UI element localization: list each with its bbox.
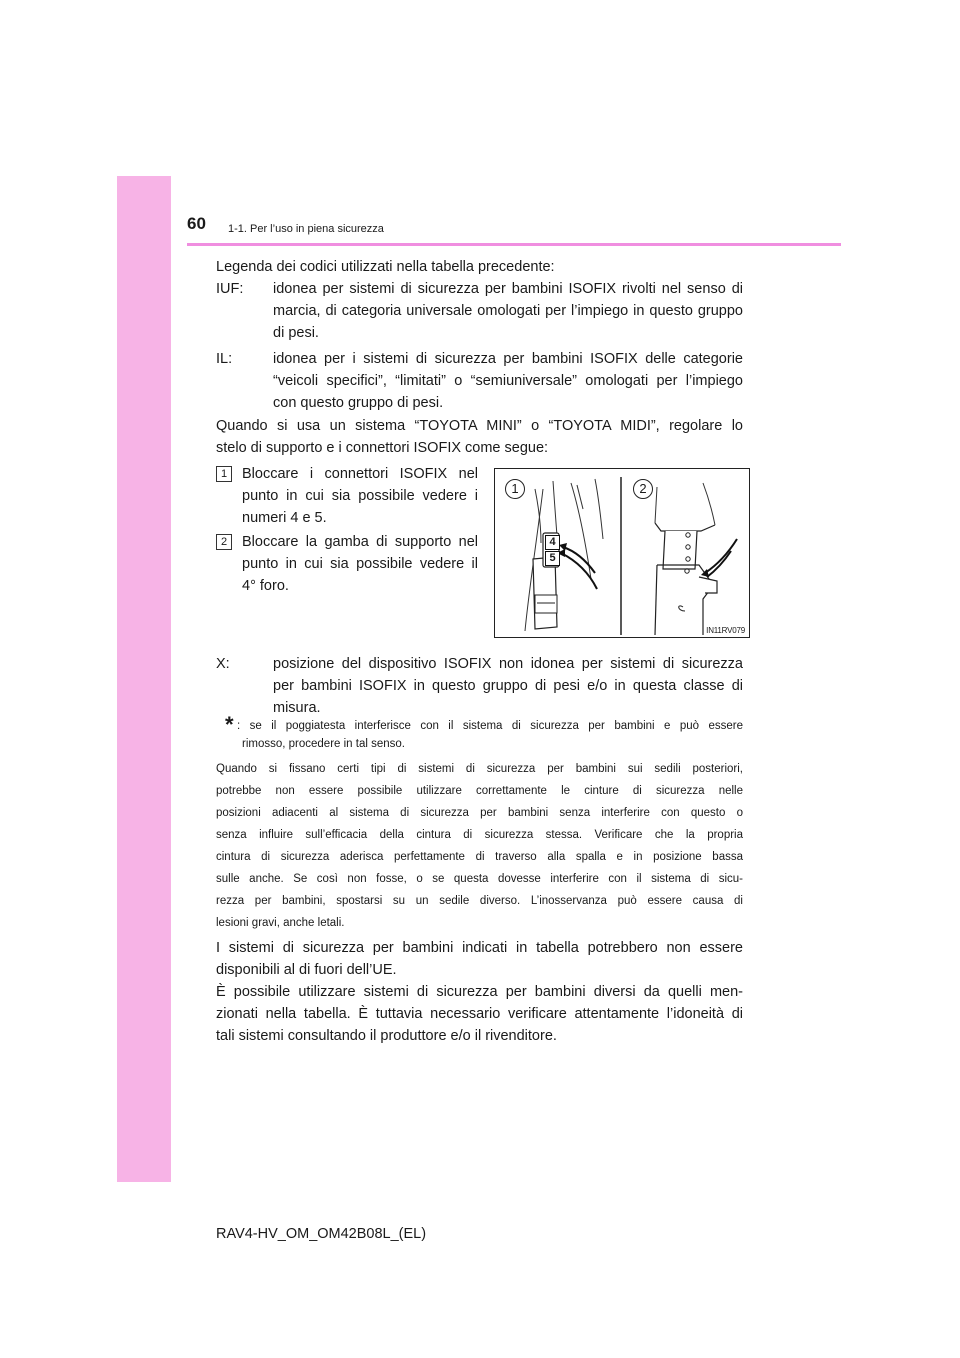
warning-line-2: potrebbe non essere possibile utilizzare correttamente le cinture di sicurezza nelle: [216, 785, 743, 797]
step-2-line-1: Bloccare la gamba di supporto nel: [242, 534, 478, 550]
legend-intro: Legenda dei codici utilizzati nella tabella precedente:: [216, 259, 555, 275]
label-4-marker: 4: [545, 535, 560, 550]
label-5-marker: 5: [545, 551, 560, 566]
il-line-3: con questo gruppo di pesi.: [273, 395, 444, 411]
other-line-2: zionati nella tabella. È tuttavia necessario verificare attentamente l’idoneità di: [216, 1006, 743, 1022]
step-2-number-icon: 2: [216, 534, 232, 550]
callout-1: 1: [505, 479, 525, 499]
other-line-3: tali sistemi consultando il produttore e/o il rivenditore.: [216, 1028, 557, 1044]
step-2-line-3: 4° foro.: [242, 578, 289, 594]
warning-line-6: sulle anche. Se così non fosse, o se questa dovesse interferire con il sistema di sicu-: [216, 873, 743, 885]
isofix-drawing: [495, 469, 751, 639]
footnote-line-2: rimosso, procedere in tal senso.: [242, 738, 405, 750]
il-code: IL:: [216, 351, 233, 367]
x-line-2: per bambini ISOFIX in questo gruppo di pesi e/o in questa classe di: [273, 678, 743, 694]
iuf-line-1: idonea per sistemi di sicurezza per bambini ISOFIX rivolti nel senso di: [273, 281, 743, 297]
eu-line-2: disponibili al di fuori dell’UE.: [216, 962, 397, 978]
step-1-line-2: punto in cui sia possibile vedere i: [242, 488, 478, 504]
warning-line-4: senza influire sull’efficacia della cintura di sicurezza stessa. Verificare che la propria: [216, 829, 743, 841]
callout-2: 2: [633, 479, 653, 499]
other-line-1: È possibile utilizzare sistemi di sicurezza per bambini diversi da quelli men-: [216, 984, 743, 1000]
toyota-line-2: stelo di supporto e i connettori ISOFIX come segue:: [216, 440, 549, 456]
section-title: 1-1. Per l’uso in piena sicurezza: [228, 223, 384, 235]
side-tab: [117, 176, 171, 1182]
figure-code: IN11RV079: [706, 626, 745, 635]
document-id: RAV4-HV_OM_OM42B08L_(EL): [216, 1226, 427, 1242]
iuf-line-3: di pesi.: [273, 325, 319, 341]
header-rule: [187, 243, 841, 246]
iuf-code: IUF:: [216, 281, 244, 297]
step-1-line-1: Bloccare i connettori ISOFIX nel: [242, 466, 478, 482]
step-1-number-icon: 1: [216, 466, 232, 482]
step-2-line-2: punto in cui sia possibile vedere il: [242, 556, 478, 572]
warning-line-7: rezza per bambini, spostarsi su un sedile diverso. L’inosservanza può essere causa di: [216, 895, 743, 907]
warning-line-8: lesioni gravi, anche letali.: [216, 917, 345, 929]
il-line-1: idonea per i sistemi di sicurezza per bambini ISOFIX delle categorie: [273, 351, 743, 367]
toyota-line-1: Quando si usa un sistema “TOYOTA MINI” o “TOYOTA MIDI”, regolare lo: [216, 418, 743, 434]
page-number: 60: [187, 214, 206, 233]
footnote-line-1: : se il poggiatesta interferisce con il sistema di sicurezza per bambini e può essere: [237, 720, 743, 732]
warning-line-1: Quando si fissano certi tipi di sistemi di sicurezza per bambini sui sedili posteriori,: [216, 763, 743, 775]
isofix-illustration: [494, 468, 750, 638]
step-1-line-3: numeri 4 e 5.: [242, 510, 327, 526]
iuf-line-2: marcia, di categoria universale omologati per l’impiego in questo gruppo: [273, 303, 743, 319]
x-line-3: misura.: [273, 700, 321, 716]
warning-line-5: cintura di sicurezza aderisca perfettamente di traverso alla spalla e in posizione bassa: [216, 851, 743, 863]
warning-line-3: posizioni adiacenti al sistema di sicurezza per bambini senza interferire con questo o: [216, 807, 743, 819]
x-line-1: posizione del dispositivo ISOFIX non idonea per sistemi di sicurezza: [273, 656, 743, 672]
eu-line-1: I sistemi di sicurezza per bambini indicati in tabella potrebbero non essere: [216, 940, 743, 956]
il-line-2: “veicoli specifici”, “limitati” o “semiuniversale” omologati per l’impiego: [273, 373, 743, 389]
footnote-asterisk: *: [225, 712, 234, 737]
x-code: X:: [216, 656, 230, 672]
